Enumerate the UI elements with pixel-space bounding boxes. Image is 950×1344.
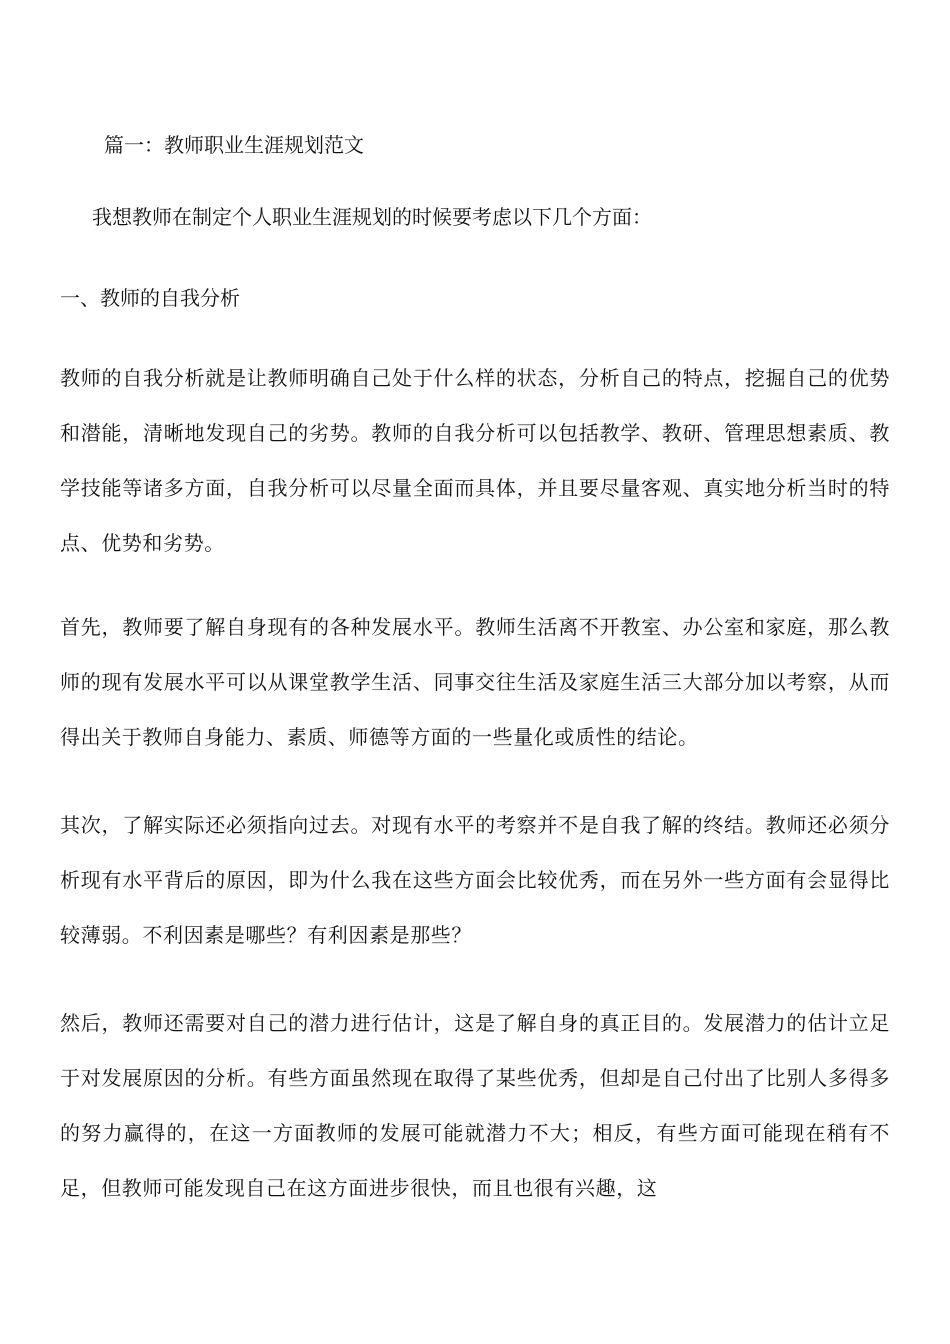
body-paragraph: 其次，了解实际还必须指向过去。对现有水平的考察并不是自我了解的终结。教师还必须分析现有水平背后的原因，即为什么我在这些方面会比较优秀，而在另外一些方面有会显得比较薄弱。不利因素是哪些？有利因素是那些？	[60, 813, 890, 947]
section-heading: 一、教师的自我分析	[60, 286, 240, 310]
body-paragraph: 教师的自我分析就是让教师明确自己处于什么样的状态，分析自己的特点，挖掘自己的优势和潜能，清晰地发现自己的劣势。教师的自我分析可以包括教学、教研、管理思想素质、教学技能等诸多方面，自我分析可以尽量全面而具体，并且要尽量客观、真实地分析当时的特点、优势和劣势。	[60, 366, 890, 555]
body-paragraph: 首先，教师要了解自身现有的各种发展水平。教师生活离不开教室、办公室和家庭，那么教师的现有发展水平可以从课堂教学生活、同事交往生活及家庭生活三大部分加以考察，从而得出关于教师自身能力、素质、师德等方面的一些量化或质性的结论。	[60, 615, 890, 749]
document-title: 篇一：教师职业生涯规划范文	[104, 133, 364, 157]
body-paragraph: 然后，教师还需要对自己的潜力进行估计，这是了解自身的真正目的。发展潜力的估计立足于对发展原因的分析。有些方面虽然现在取得了某些优秀，但却是自己付出了比别人多得多的努力赢得的，在这一方面教师的发展可能就潜力不大；相反，有些方面可能现在稍有不足，但教师可能发现自己在这方面进步很快，而且也很有兴趣，这	[60, 1011, 890, 1200]
intro-paragraph: 我想教师在制定个人职业生涯规划的时候要考虑以下几个方面：	[92, 205, 652, 229]
